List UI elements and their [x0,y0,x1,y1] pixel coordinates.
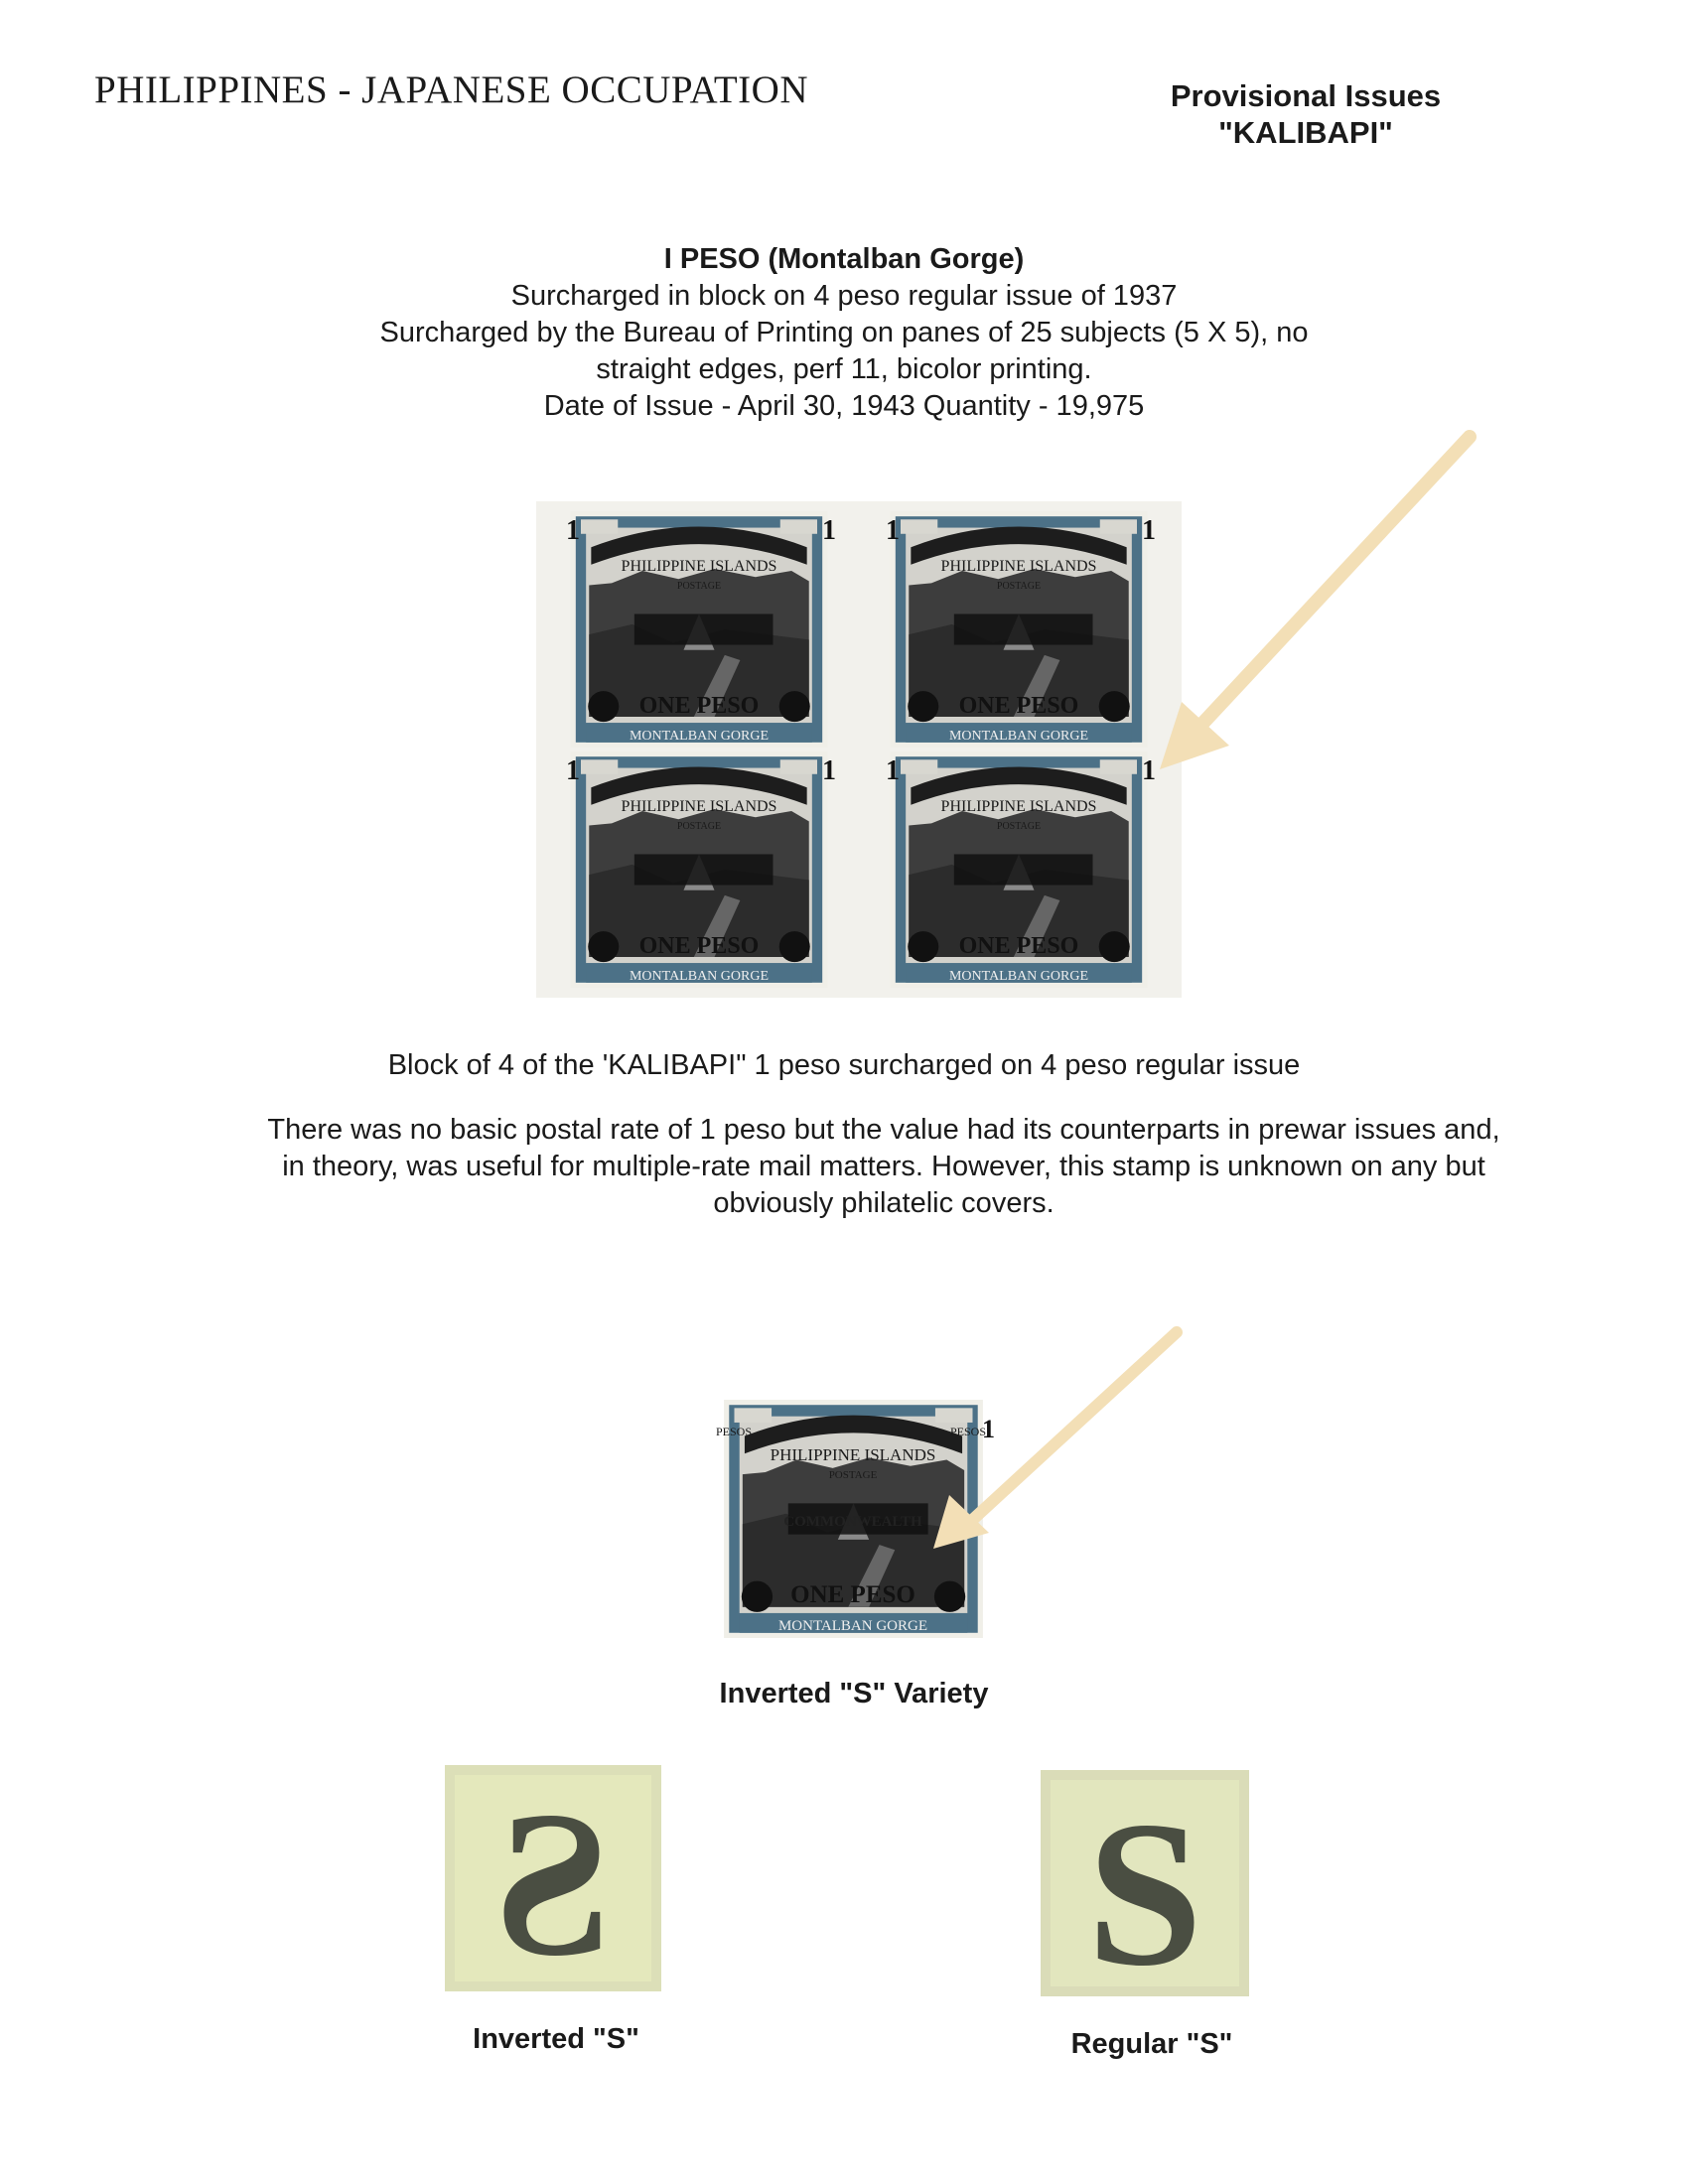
stamp-bottom-banner: MONTALBAN GORGE [777,1618,928,1634]
stamp-value-left: 1 [566,755,580,786]
rate-note-paragraph [199,1112,1569,1222]
stamp-top-right [886,511,1156,748]
paragraph-line-1: There was no basic postal rate of 1 peso but the value had its counterparts in prewar issues and, [267,1114,1500,1146]
block-caption: Block of 4 of the 'KALIBAPI" 1 peso surcharged on 4 peso regular issue [387,1049,1301,1081]
stamp-heading: I PESO (Montalban Gorge) [663,243,1025,275]
pointer-arrow-variety [914,1320,1192,1559]
stamp-value-right: 1 [1142,515,1156,546]
page-title: PHILIPPINES - JAPANESE OCCUPATION [94,68,808,111]
stamp-obliterated-text: COMMONWEALTH [783,1514,922,1530]
stamp-postage-text: POSTAGE [676,821,722,832]
stamp-bottom-banner: MONTALBAN GORGE [629,729,770,744]
stamp-postage-text: POSTAGE [676,581,722,592]
description-line-1: Surcharged in block on 4 peso regular issue of 1937 [510,280,1178,312]
inverted-s-letter: S [494,1769,612,1991]
stamp-banner-text: PHILIPPINE ISLANDS [621,558,777,575]
section-heading-line1: Provisional Issues [1170,78,1442,113]
stamp-banner-text: PHILIPPINE ISLANDS [940,798,1097,815]
paragraph-line-2: in theory, was useful for multiple-rate mail matters. However, this stamp is unknown on any but [282,1151,1485,1182]
stamp-corner-word-right: PESOS [950,1425,987,1438]
stamp-value-right: 1 [822,755,836,786]
stamp-banner-text: PHILIPPINE ISLANDS [621,798,777,815]
stamp-banner-text: PHILIPPINE ISLANDS [770,1445,936,1464]
stamp-bottom-banner: MONTALBAN GORGE [629,969,770,984]
stamp-value-right: 1 [1142,755,1156,786]
regular-s-detail [1041,1770,1249,1996]
stamp-surcharge-text: ONE PESO [790,1581,915,1608]
stamp-surcharge-text: ONE PESO [638,933,760,959]
stamp-bottom-left [566,751,836,988]
inverted-s-caption: Inverted "S" [473,2023,639,2055]
regular-s-letter: S [1086,1779,1203,1996]
stamp-top-left [566,511,836,748]
stamp-bottom-banner: MONTALBAN GORGE [948,729,1089,744]
stamp-value-left: 1 [566,515,580,546]
stamp-description [298,241,1390,425]
stamp-surcharge-text: ONE PESO [958,693,1079,719]
stamp-postage-text: POSTAGE [996,821,1042,832]
stamp-value-left: 1 [886,515,900,546]
section-heading [1102,77,1509,151]
section-heading-line2: "KALIBAPI" [1218,115,1393,150]
stamp-block-of-four [536,501,1182,998]
variety-caption: Inverted "S" Variety [719,1678,989,1709]
stamp-value-right: 1 [982,1415,995,1443]
stamp-surcharge-text: ONE PESO [638,693,760,719]
stamp-bottom-banner: MONTALBAN GORGE [948,969,1089,984]
description-line-3: straight edges, perf 11, bicolor printing. [596,353,1092,385]
regular-s-caption: Regular "S" [1070,2028,1233,2060]
stamp-value-right: 1 [822,515,836,546]
stamp-surcharge-text: ONE PESO [958,933,1079,959]
stamp-postage-text: POSTAGE [828,1469,878,1481]
description-line-4: Date of Issue - April 30, 1943 Quantity - 19,975 [543,390,1145,422]
stamp-corner-word-left: PESOS [716,1425,753,1438]
inverted-s-detail [445,1765,661,1991]
stamp-postage-text: POSTAGE [996,581,1042,592]
stamp-banner-text: PHILIPPINE ISLANDS [940,558,1097,575]
pointer-arrow-block [1142,422,1489,789]
stamp-bottom-right [886,751,1156,988]
description-line-2: Surcharged by the Bureau of Printing on panes of 25 subjects (5 X 5), no [379,317,1309,348]
stamp-value-left: 1 [886,755,900,786]
paragraph-line-3: obviously philatelic covers. [713,1187,1055,1219]
